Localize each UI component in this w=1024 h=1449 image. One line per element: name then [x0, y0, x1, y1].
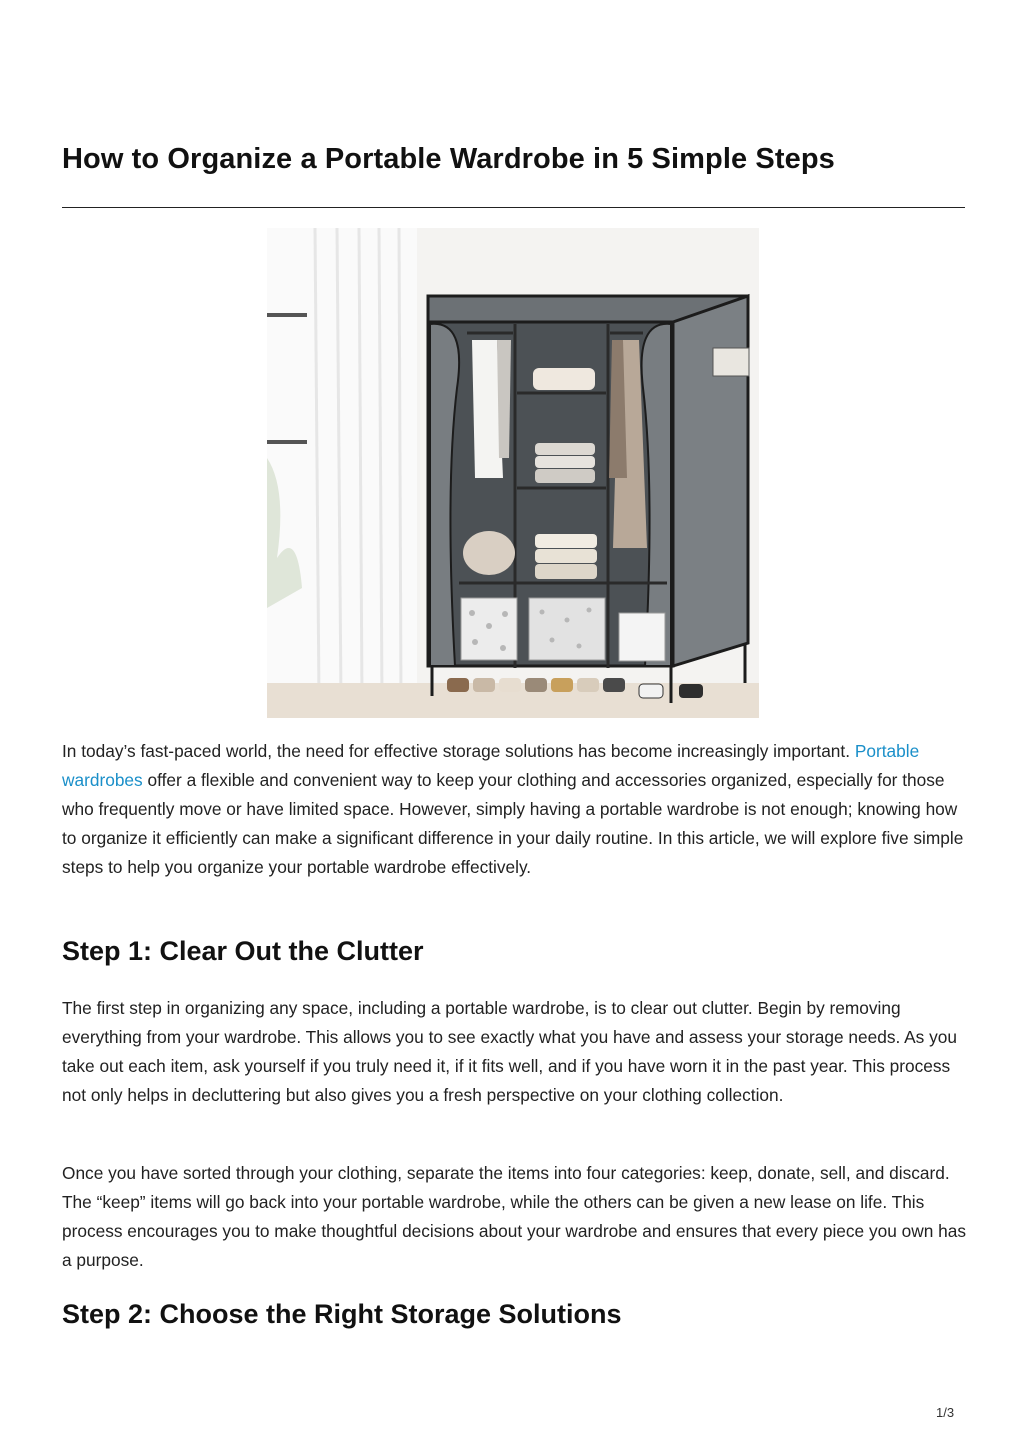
title-divider [62, 207, 965, 208]
step1-heading: Step 1: Clear Out the Clutter [62, 936, 424, 966]
intro-text-before-link: In today’s fast-paced world, the need for effective storage solutions has become increasingly important. [62, 741, 851, 761]
step1-paragraph-2: Once you have sorted through your clothing, separate the items into four categories: keep, donate, sell, and discard. The “keep” items will go back into your portable wardrobe, while the others can be given a new lease on life. This process encourages you to make thoughtful decisions about your wardrobe and ensures that every piece you own has a purpose. [62, 1163, 966, 1270]
step1-paragraph-1: The first step in organizing any space, including a portable wardrobe, is to clear out clutter. Begin by removing everything from your wardrobe. This allows you to see exactly what you have and assess your storage needs. As you take out each item, ask yourself if you truly need it, if it fits well, and if you have worn it in the past year. This process not only helps in decluttering but also gives you a fresh perspective on your clothing collection. [62, 998, 957, 1105]
page-number: 1/3 [936, 1405, 955, 1420]
wardrobe-photo [267, 228, 759, 718]
portable-wardrobes-link[interactable]: Portable wardrobes [62, 741, 920, 790]
intro-text-after-link: offer a flexible and convenient way to keep your clothing and accessories organized, especially for those who frequently move or have limited space. However, simply having a portable wardrobe is not enough; knowing how to organize it efficiently can make a significant difference in your daily routine. In this article, we will explore five simple steps to help you organize your portable wardrobe effectively. [62, 769, 964, 877]
intro-paragraph [62, 737, 967, 882]
step2-heading: Step 2: Choose the Right Storage Solutions [62, 1299, 622, 1329]
wardrobe-illustration [267, 228, 759, 718]
page-title: How to Organize a Portable Wardrobe in 5 Simple Steps [62, 143, 835, 175]
